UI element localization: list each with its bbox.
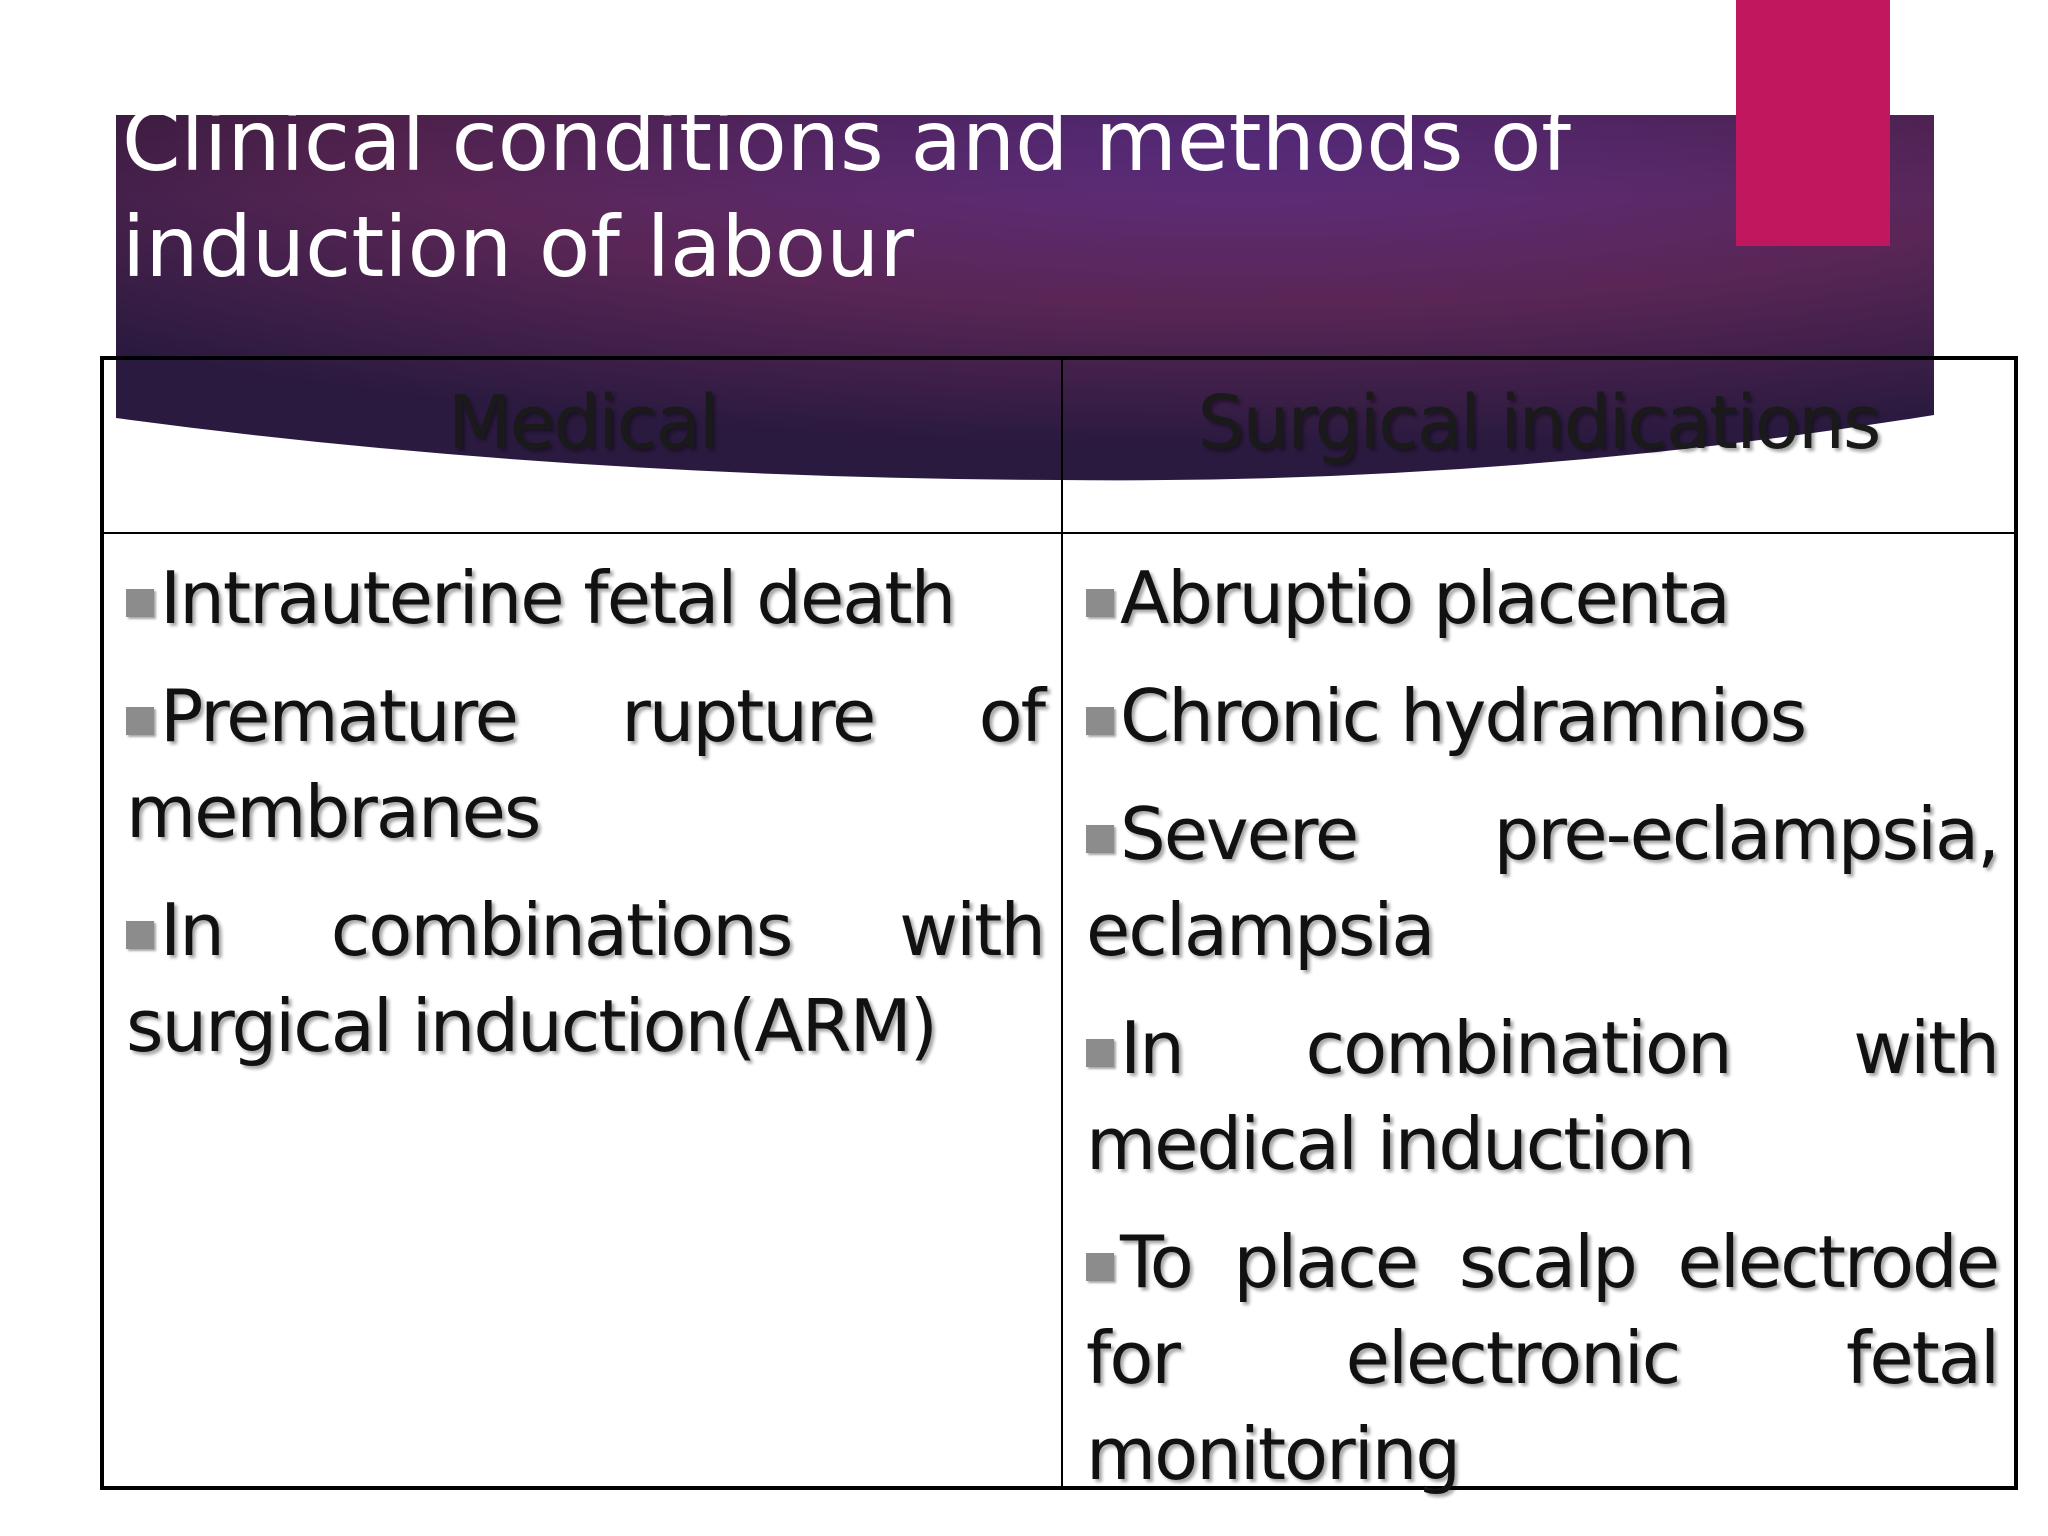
square-bullet-icon — [126, 921, 154, 949]
surgical-item-text: In combination with medical induction — [1086, 1006, 1998, 1186]
medical-item-text: Premature rupture of membranes — [126, 674, 1044, 854]
square-bullet-icon — [1086, 825, 1114, 853]
medical-item — [126, 550, 1044, 646]
column-divider — [1061, 360, 1063, 1486]
square-bullet-icon — [1086, 589, 1114, 617]
medical-item-text: In combinations with surgical induction(ARM) — [126, 888, 1044, 1068]
surgical-item-text: Chronic hydramnios — [1120, 674, 1806, 758]
header-surgical: Surgical indications — [1197, 380, 1880, 466]
square-bullet-icon — [1086, 707, 1114, 735]
surgical-item — [1086, 1000, 1998, 1192]
surgical-item — [1086, 550, 1998, 646]
square-bullet-icon — [126, 707, 154, 735]
indications-table — [100, 356, 2018, 1496]
medical-item-text: Intrauterine fetal death — [160, 556, 955, 640]
surgical-item-text: Abruptio placenta — [1120, 556, 1729, 640]
header-divider — [104, 532, 2014, 534]
square-bullet-icon — [1086, 1253, 1114, 1281]
surgical-item — [1086, 786, 1998, 978]
medical-item — [126, 882, 1044, 1074]
surgical-item — [1086, 668, 1998, 764]
square-bullet-icon — [126, 589, 154, 617]
surgical-item-text: Severe pre-eclampsia, eclampsia — [1086, 792, 1998, 972]
medical-item — [126, 668, 1044, 860]
square-bullet-icon — [1086, 1039, 1114, 1067]
slide-title: Clinical conditions and methods of induction of labour — [122, 92, 1571, 296]
surgical-list — [1086, 550, 1998, 1524]
header-medical: Medical — [447, 380, 718, 466]
surgical-item-text: To place scalp electrode for electronic fetal monitoring — [1086, 1220, 1998, 1496]
surgical-item — [1086, 1214, 1998, 1502]
medical-list — [126, 550, 1044, 1096]
